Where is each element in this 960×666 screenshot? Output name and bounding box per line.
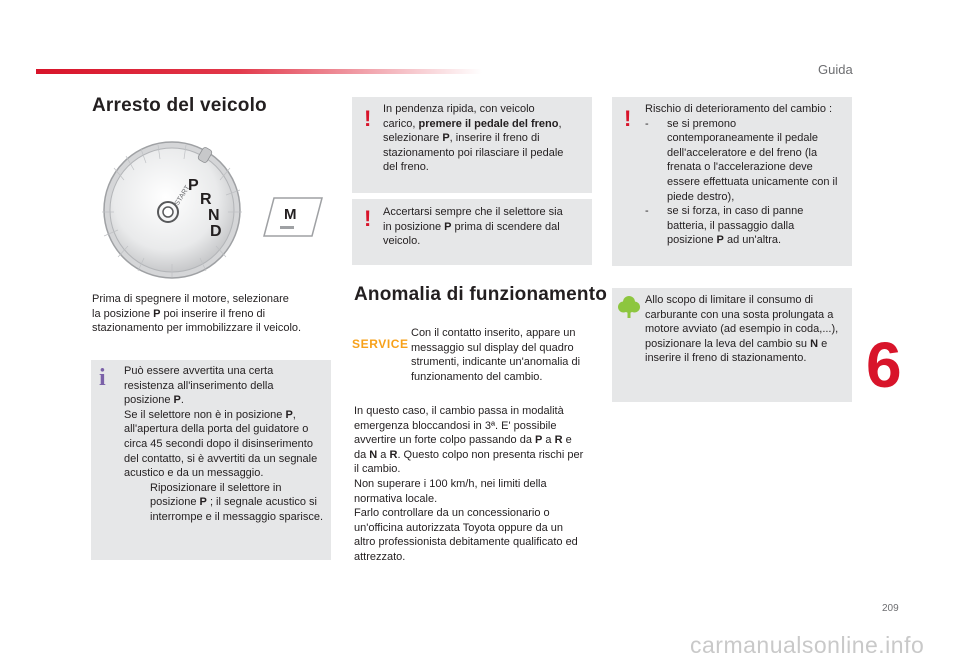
warning-transmission-text xyxy=(645,102,850,248)
text-line: Può essere avvertita una certa xyxy=(124,365,274,377)
text-line: in posizione P prima di scendere dal xyxy=(383,220,560,233)
dash-item xyxy=(645,204,850,248)
manual-mode-label: M xyxy=(284,206,297,223)
text-line: posizione P ad un'altra. xyxy=(667,234,782,247)
text-line: un'officina autorizzata Toyota oppure da un xyxy=(354,521,564,534)
warning-icon: ! xyxy=(364,206,372,231)
page-number: 209 xyxy=(882,603,899,614)
text-line: contemporaneamente il pedale xyxy=(667,132,819,145)
section-label: Guida xyxy=(818,62,853,77)
text-line: frenata o l'accelerazione deve xyxy=(667,161,813,174)
dash-item xyxy=(645,117,850,205)
text-line: circa 45 secondi dopo il disinserimento xyxy=(124,437,313,450)
text-line: normativa locale. xyxy=(354,492,438,505)
text-line: se si premono xyxy=(667,117,737,130)
text-line: acustico e da un messaggio. xyxy=(124,467,264,480)
text-line: se si forza, in caso di panne xyxy=(667,205,804,218)
text-line: attrezzato. xyxy=(354,550,406,563)
text-line: funzionamento del cambio. xyxy=(411,370,543,383)
text-line: altro professionista debitamente qualificato ed xyxy=(354,536,578,549)
section-title-stopping: Arresto del veicolo xyxy=(92,95,267,116)
gear-selector-icon xyxy=(94,140,330,280)
gear-selector-illustration xyxy=(94,140,330,280)
text-line: all'apertura della porta del guidatore o xyxy=(124,423,309,436)
text-line: motore avviato (ad esempio in coda,...), xyxy=(645,323,839,336)
warning-icon: ! xyxy=(364,106,372,131)
text-line: Riposizionare il selettore in xyxy=(150,481,282,494)
gear-p-label: P xyxy=(188,177,199,194)
warning-box-transmission xyxy=(612,97,852,266)
malfunction-paragraph xyxy=(354,404,594,565)
text-line: veicolo. xyxy=(383,235,421,248)
text-line: resistenza all'inserimento della xyxy=(124,379,274,392)
text-line: Prima di spegnere il motore, selezionare xyxy=(92,293,289,305)
service-warning-label: SERVICE xyxy=(352,337,409,351)
text-line: In questo caso, il cambio passa in modalità xyxy=(354,405,564,417)
bullet-item xyxy=(124,481,328,525)
service-description xyxy=(411,326,591,384)
text-line: avvertire un forte colpo passando da P a R e xyxy=(354,434,572,447)
text-line: carburante con una sosta prolungata a xyxy=(645,308,834,321)
text-line: selezionare P, inserire il freno di xyxy=(383,132,540,145)
eco-tree-icon xyxy=(618,295,640,319)
eco-tip-text xyxy=(645,293,850,366)
stopping-intro-text xyxy=(92,292,332,336)
warning-box-slope xyxy=(352,97,592,193)
text-line: Se il selettore non è in posizione P, xyxy=(124,408,296,421)
gear-r-label: R xyxy=(200,191,212,208)
warning-icon: ! xyxy=(624,106,632,131)
text-line: Rischio di deterioramento del cambio : xyxy=(645,103,833,115)
text-line: carico, premere il pedale del freno, xyxy=(383,117,562,130)
text-line: In pendenza ripida, con veicolo xyxy=(383,103,535,115)
chapter-number: 6 xyxy=(866,329,902,401)
section-title-malfunction: Anomalia di funzionamento xyxy=(354,284,608,305)
warning-exit-text xyxy=(383,205,589,249)
info-box-text xyxy=(124,364,328,525)
dash-marker: - xyxy=(645,117,649,130)
warning-slope-text xyxy=(383,102,589,175)
text-line: stazionamento per immobilizzare il veicolo. xyxy=(92,322,302,335)
gear-n-label: N xyxy=(208,207,220,224)
dash-marker: - xyxy=(645,205,649,218)
warning-box-exit xyxy=(352,199,592,265)
header-accent-bar xyxy=(36,69,482,74)
text-line: da N a R. Questo colpo non presenta rischi per xyxy=(354,448,584,461)
start-label: START xyxy=(173,184,192,208)
text-line: Accertarsi sempre che il selettore sia xyxy=(383,206,563,218)
text-line: Non superare i 100 km/h, nei limiti della xyxy=(354,477,547,490)
text-line: messaggio sul display del quadro xyxy=(411,341,574,354)
text-line: posizione P ; il segnale acustico si xyxy=(150,496,317,509)
info-icon: i xyxy=(99,365,106,391)
eco-tip-box xyxy=(612,288,852,402)
watermark: carmanualsonline.info xyxy=(690,632,925,658)
text-line: posizionare la leva del cambio su N e xyxy=(645,337,828,350)
text-line: batteria, il passaggio dalla xyxy=(667,219,795,232)
text-line: essere effettuata unicamente con il xyxy=(667,175,838,188)
info-box xyxy=(91,360,331,560)
arrow-bullet-icon xyxy=(124,481,150,525)
text-line: del contatto, si è avvertiti da un segnale xyxy=(124,452,318,465)
text-line: interrompe e il messaggio sparisce. xyxy=(150,510,324,523)
text-line: inserire il freno di stazionamento. xyxy=(645,352,807,365)
text-line: del freno. xyxy=(383,161,429,174)
gear-d-label: D xyxy=(210,223,222,240)
text-line: il cambio. xyxy=(354,463,401,476)
text-line: strumenti, indicante un'anomalia di xyxy=(411,356,581,369)
text-line: Farlo controllare da un concessionario o xyxy=(354,507,550,520)
text-line: emergenza bloccandosi in 3ª. E' possibile xyxy=(354,419,557,432)
text-line: Allo scopo di limitare il consumo di xyxy=(645,294,814,306)
text-line: posizione P. xyxy=(124,394,184,407)
text-line: la posizione P poi inserire il freno di xyxy=(92,307,266,320)
text-line: stazionamento poi rilasciare il pedale xyxy=(383,146,564,159)
text-line: piede destro), xyxy=(667,190,735,203)
text-line: dell'acceleratore e del freno (la xyxy=(667,146,818,159)
text-line: Con il contatto inserito, appare un xyxy=(411,327,576,339)
